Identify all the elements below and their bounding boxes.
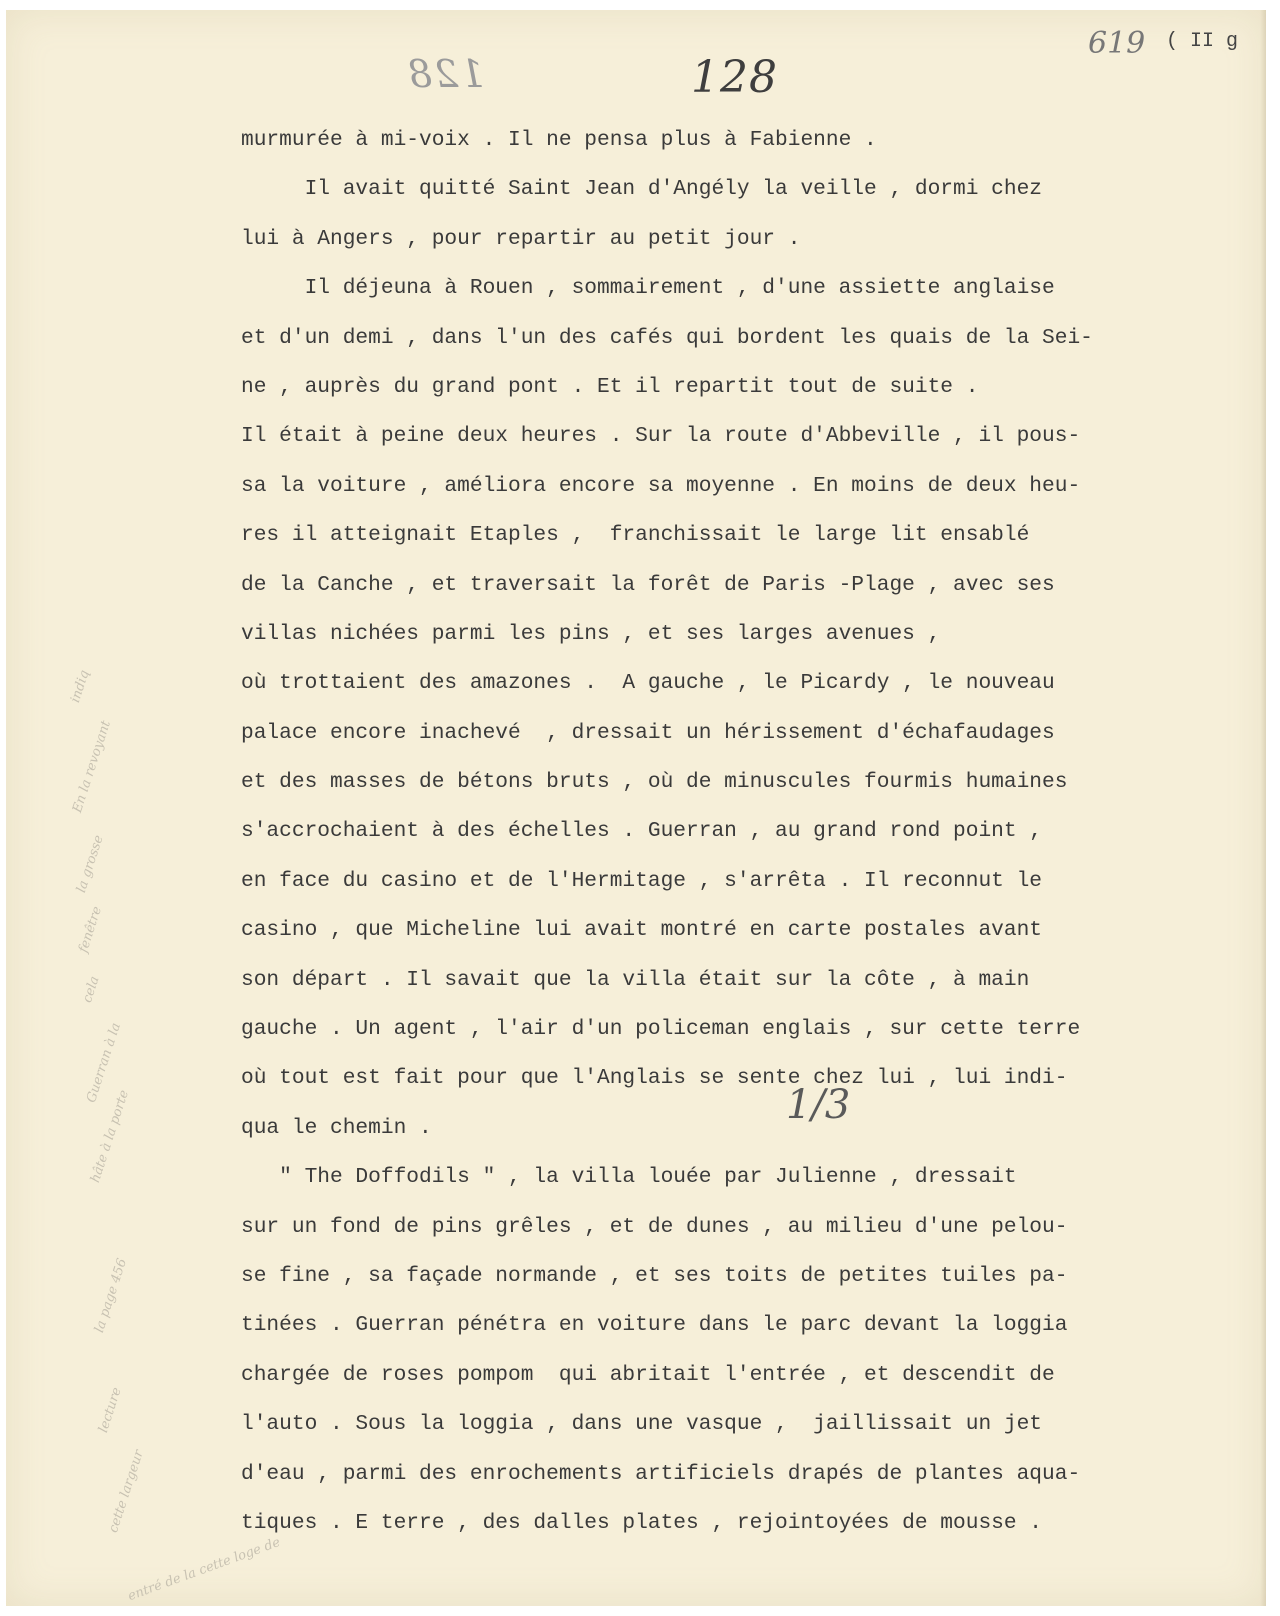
folio-number: 619 [1088,26,1146,61]
margin-note: fenêtre [76,904,106,955]
text-line: Il avait quitté Saint Jean d'Angély la veille , dormi chez [241,177,1043,202]
margin-note: indiq [68,668,93,705]
margin-note: lecture [96,1385,125,1435]
text-line: palace encore inachevé , dressait un hérissement d'échafaudages [241,720,1055,745]
text-line: son départ . Il savait que la villa était sur la côte , à main [241,967,1030,992]
text-line: chargée de roses pompom qui abritait l'entrée , et descendit de [241,1362,1055,1387]
text-line: de la Canche , et traversait la forêt de Paris -Plage , avec ses [241,572,1055,597]
text-line: d'eau , parmi des enrochements artificiels drapés de plantes aqua- [241,1461,1081,1486]
text-line: qua le chemin . [241,1115,432,1140]
text-line: murmurée à mi-voix . Il ne pensa plus à Fabienne . [241,128,877,152]
text-line: en face du casino et de l'Hermitage , s'arrêta . Il reconnut le [241,868,1043,893]
text-line: villas nichées parmi les pins , et ses larges avenues , [241,621,941,646]
text-line: s'accrochaient à des échelles . Guerran , au grand rond point , [241,819,1043,844]
typescript-page [6,10,1266,1606]
text-line: Il déjeuna à Rouen , sommairement , d'une assiette anglaise [241,276,1055,301]
margin-note: entré de la cette loge de [126,1534,283,1605]
folio-tag: ( II g [1166,30,1239,53]
margin-note: hâte à la porte [88,1088,133,1185]
margin-note: cela [80,974,103,1005]
text-line: tiques . E terre , des dalles plates , rejointoyées de mousse . [241,1510,1043,1535]
text-line: lui à Angers , pour repartir au petit jour . [241,226,801,251]
text-line: tinées . Guerran pénétra en voiture dans le parc devant la loggia [241,1313,1068,1338]
text-line: sa la voiture , améliora encore sa moyenne . En moins de deux heu- [241,473,1081,498]
page-number: 128 [691,52,778,103]
handwritten-annotation: 1/3 [786,1082,851,1128]
text-line: et d'un demi , dans l'un des cafés qui bordent les quais de la Sei- [241,325,1093,350]
text-line: et des masses de bétons bruts , où de minuscules fourmis humaines [241,770,1068,795]
text-line: où trottaient des amazones . A gauche , le Picardy , le nouveau [241,671,1055,696]
text-line: se fine , sa façade normande , et ses toits de petites tuiles pa- [241,1263,1068,1288]
margin-note: Guerran à la [84,1021,124,1105]
margin-note: la grosse [74,833,107,895]
text-line: où tout est fait pour que l'Anglais se sente chez lui , lui indi- [241,1066,1068,1091]
text-line: casino , que Micheline lui avait montré en carte postales avant [241,918,1043,943]
text-line: res il atteignait Etaples , franchissait le large lit ensablé [241,523,1030,548]
text-line: Il était à peine deux heures . Sur la route d'Abbeville , il pous- [241,424,1081,449]
text-line: l'auto . Sous la loggia , dans une vasque , jaillissait un jet [241,1412,1043,1437]
margin-note: En la revoyant [70,718,114,815]
margin-note: cette largeur [106,1448,147,1535]
text-line: ne , auprès du grand pont . Et il repartit tout de suite . [241,374,979,399]
text-line: gauche . Un agent , l'air d'un policeman englais , sur cette terre [241,1017,1081,1042]
text-line: sur un fond de pins grêles , et de dunes , au milieu d'une pelou- [241,1214,1068,1239]
margin-note: la page 456 [92,1256,131,1335]
old-page-number: 128 [406,52,485,96]
typescript-body [241,116,1251,1548]
text-line: " The Doffodils " , la villa louée par Julienne , dressait [241,1165,1017,1190]
